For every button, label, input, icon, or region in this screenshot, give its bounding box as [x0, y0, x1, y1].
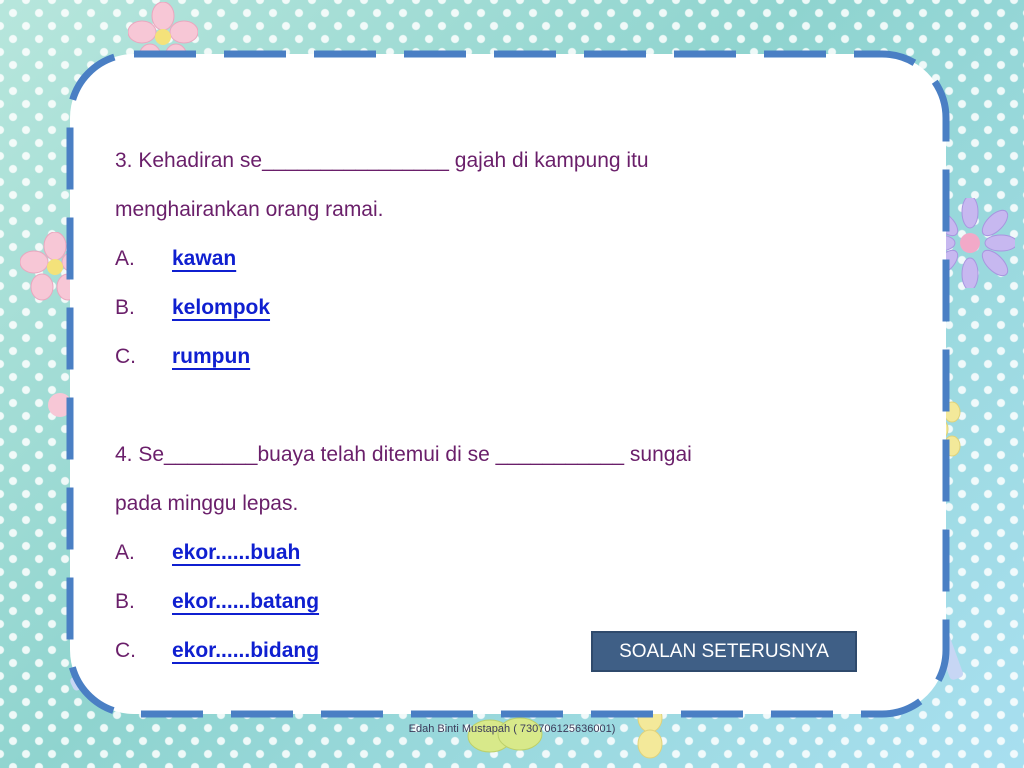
option-3c[interactable]: [115, 332, 835, 381]
option-4b[interactable]: [115, 577, 835, 626]
question-3-text: 3. Kehadiran se________________ gajah di kampung itu: [115, 149, 649, 172]
option-link[interactable]: ekor......bidang: [172, 639, 320, 662]
option-link[interactable]: ekor......batang: [172, 590, 320, 613]
option-3a[interactable]: [115, 234, 835, 283]
next-question-button[interactable]: SOALAN SETERUSNYA: [591, 631, 857, 672]
option-letter: A.: [115, 247, 135, 270]
option-letter: C.: [115, 639, 136, 662]
spacer: [115, 381, 835, 430]
flower-icon: [460, 706, 550, 766]
question-4-text: 4. Se________buaya telah ditemui di se ___________ sungai: [115, 443, 692, 466]
option-4a[interactable]: [115, 528, 835, 577]
option-letter: A.: [115, 541, 135, 564]
option-letter: C.: [115, 345, 136, 368]
option-link[interactable]: kelompok: [172, 296, 271, 319]
footer-credit: Edah Binti Mustapah ( 730706125636001): [408, 723, 616, 735]
question-3-text-continued: menghairankan orang ramai.: [115, 198, 384, 221]
question-4-text-continued: pada minggu lepas.: [115, 492, 299, 515]
option-link[interactable]: rumpun: [172, 345, 251, 368]
option-link[interactable]: ekor......buah: [172, 541, 301, 564]
option-3b[interactable]: [115, 283, 835, 332]
option-link[interactable]: kawan: [172, 247, 237, 270]
option-letter: B.: [115, 590, 135, 613]
option-letter: B.: [115, 296, 135, 319]
question-content: [115, 136, 835, 675]
